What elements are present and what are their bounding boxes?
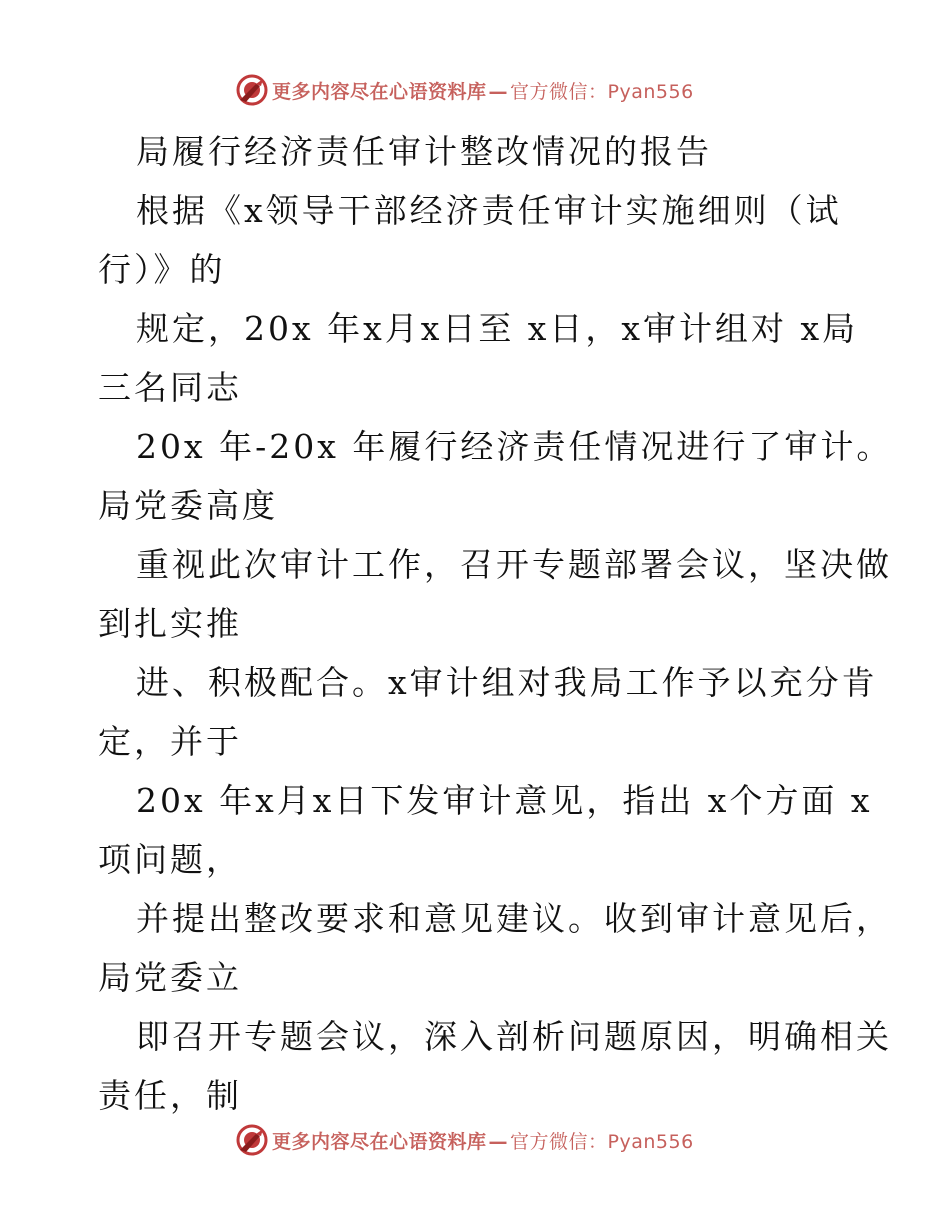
paragraph-line: 即召开专题会议，深入剖析问题原因，明确相关 [136,1017,892,1056]
document-title: 局履行经济责任审计整改情况的报告 [136,132,712,171]
watermark-separator: — [488,1130,509,1153]
watermark-main-text: 更多内容尽在心语资料库 [272,1130,487,1153]
paragraph-line: 三名同志 [98,368,242,407]
paragraph-line: 项问题， [98,840,242,879]
seal-logo-icon [236,1124,268,1156]
paragraph-line: 局党委高度 [98,486,278,525]
paragraph-line: 20x 年x月x日下发审计意见，指出 x个方面 x [136,781,873,820]
seal-logo-icon [236,74,268,106]
paragraph-line: 责任，制 [98,1076,242,1115]
footer-watermark [236,1123,694,1157]
paragraph-line: 局党委立 [98,958,242,997]
paragraph-line: 到扎实推 [98,604,242,643]
paragraph-line: 定，并于 [98,722,242,761]
watermark-id: Pyan556 [607,80,694,103]
watermark-separator: — [488,80,509,103]
header-watermark [236,73,694,107]
paragraph-line: 根据《x领导干部经济责任审计实施细则（试 [136,191,842,230]
paragraph-line: 规定，20x 年x月x日至 x日，x审计组对 x局 [136,309,859,348]
watermark-id: Pyan556 [607,1130,694,1153]
watermark-label: 官方微信： [510,80,608,103]
paragraph-line: 进、积极配合。x审计组对我局工作予以充分肯 [136,663,878,702]
watermark-main-text: 更多内容尽在心语资料库 [272,80,487,103]
paragraph-line: 并提出整改要求和意见建议。收到审计意见后， [136,899,892,938]
document-body [98,122,893,1125]
paragraph-line: 行）》的 [98,250,226,289]
watermark-label: 官方微信： [510,1130,608,1153]
paragraph-line: 20x 年-20x 年履行经济责任情况进行了审计。 [136,427,893,466]
paragraph-line: 重视此次审计工作，召开专题部署会议，坚决做 [136,545,892,584]
